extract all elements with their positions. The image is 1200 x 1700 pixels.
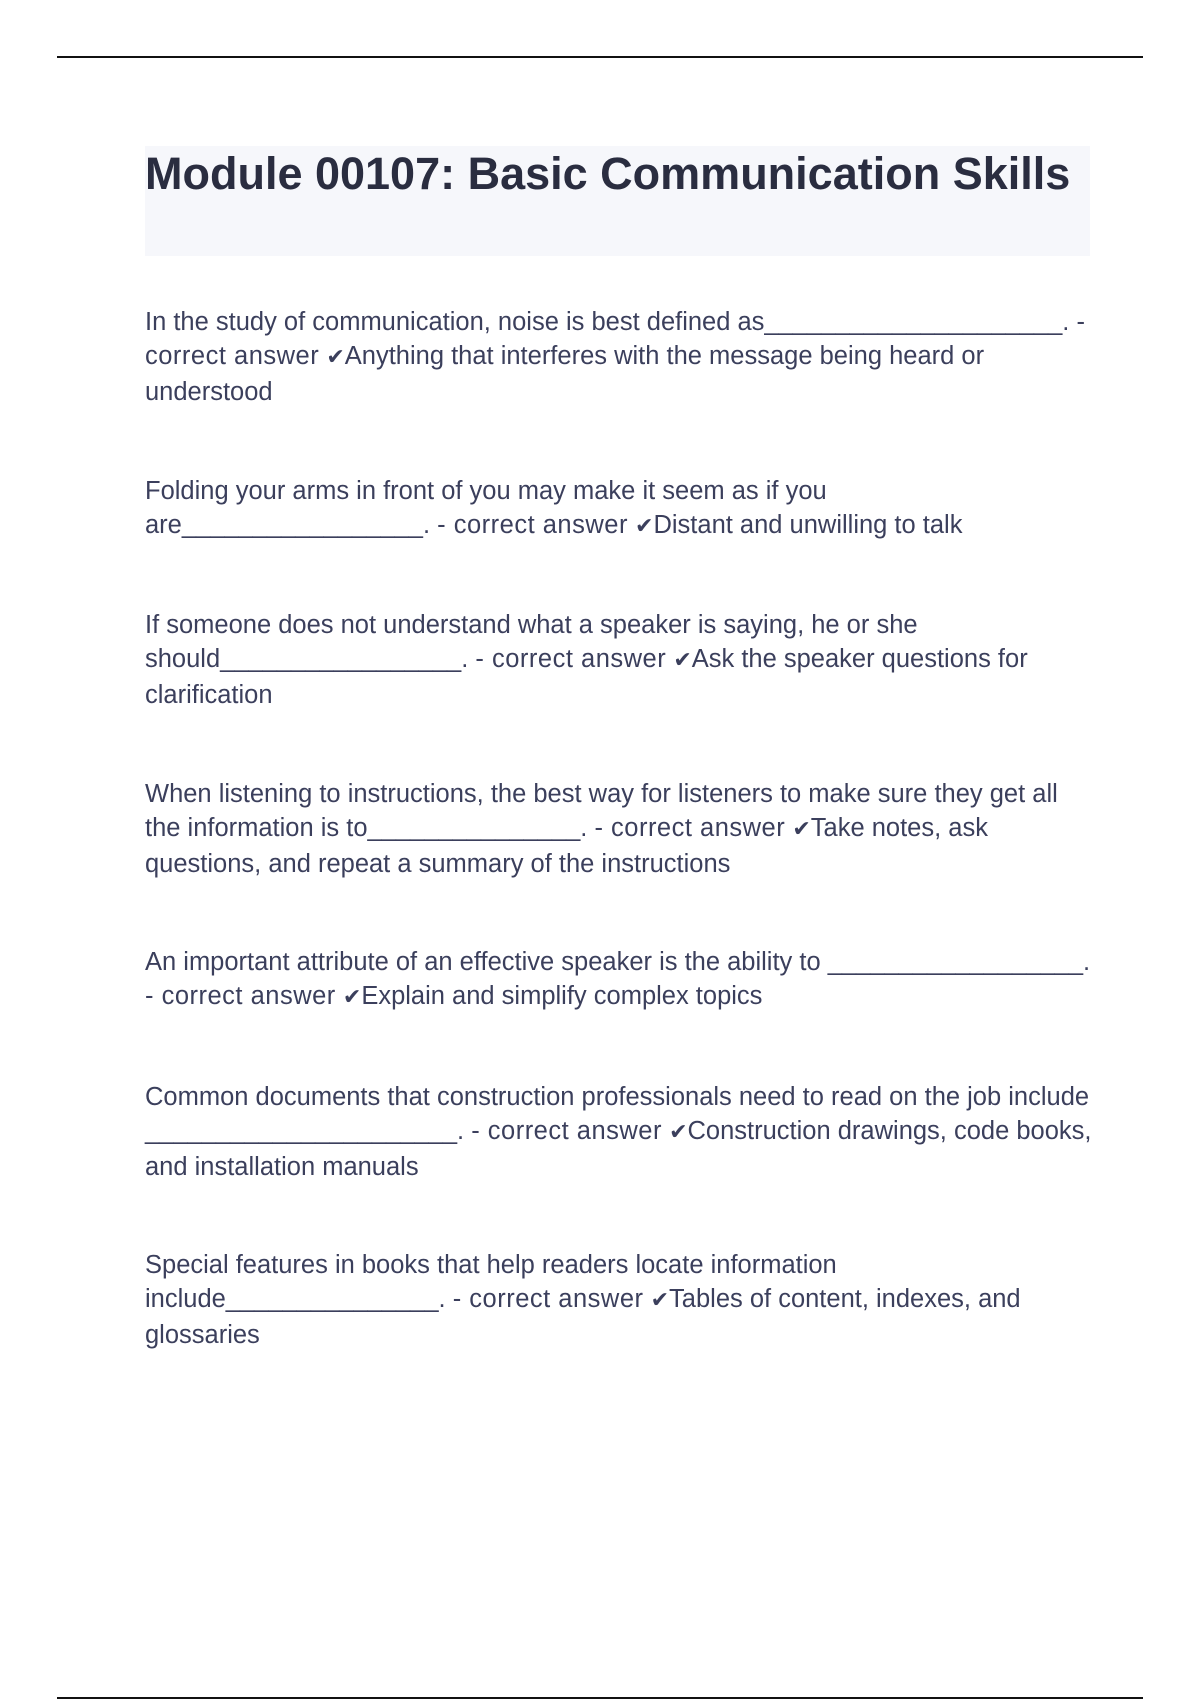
qa-item (145, 608, 1095, 712)
question-text: An important attribute of an effective speaker is the ability to __________________. (145, 948, 1091, 976)
checkmark-icon: ✔ (326, 345, 345, 370)
bottom-rule (57, 1697, 1143, 1699)
question-text: When listening to instructions, the best way for listeners to make sure they get all the information is to_______________. (145, 780, 1058, 842)
checkmark-icon: ✔ (792, 817, 811, 842)
qa-item (145, 777, 1095, 881)
qa-item (145, 305, 1095, 409)
question-text: Common documents that construction professionals need to read on the job include ______________________. (145, 1083, 1090, 1145)
checkmark-icon: ✔ (342, 985, 362, 1010)
answer-text: Anything that interferes with the message being heard or understood (145, 342, 985, 406)
answer-text: Explain and simplify complex topics (361, 982, 763, 1010)
question-text: If someone does not understand what a speaker is saying, he or she should_________________. (145, 611, 918, 673)
answer-marker: - correct answer (437, 511, 628, 539)
qa-item (145, 1248, 1095, 1352)
answer-text: Construction drawings, code books, and installation manuals (145, 1117, 1092, 1181)
title-banner (145, 146, 1090, 256)
qa-item (145, 945, 1095, 1015)
qa-item (145, 1080, 1095, 1184)
qa-item (145, 474, 1095, 544)
answer-marker: - correct answer (145, 308, 1086, 370)
answer-marker: - correct answer (594, 814, 786, 842)
answer-marker: - correct answer (452, 1285, 644, 1313)
answer-marker: - correct answer (145, 982, 336, 1010)
checkmark-icon: ✔ (669, 1120, 688, 1145)
answer-marker: - correct answer (471, 1117, 662, 1145)
answer-marker: - correct answer (475, 645, 667, 673)
checkmark-icon: ✔ (650, 1288, 670, 1313)
answer-text: Ask the speaker questions for clarification (145, 645, 1028, 709)
page-title: Module 00107: Basic Communication Skills (145, 148, 1071, 199)
checkmark-icon: ✔ (635, 514, 654, 539)
question-text: Folding your arms in front of you may make it seem as if you are_________________. (145, 477, 827, 539)
checkmark-icon: ✔ (673, 648, 692, 673)
question-text: Special features in books that help readers locate information include_______________. (145, 1251, 837, 1313)
answer-text: Tables of content, indexes, and glossaries (145, 1285, 1021, 1349)
top-rule (57, 56, 1143, 58)
answer-text: Take notes, ask questions, and repeat a summary of the instructions (145, 814, 988, 878)
answer-text: Distant and unwilling to talk (653, 511, 963, 539)
question-text: In the study of communication, noise is best defined as_____________________. (145, 308, 1070, 336)
